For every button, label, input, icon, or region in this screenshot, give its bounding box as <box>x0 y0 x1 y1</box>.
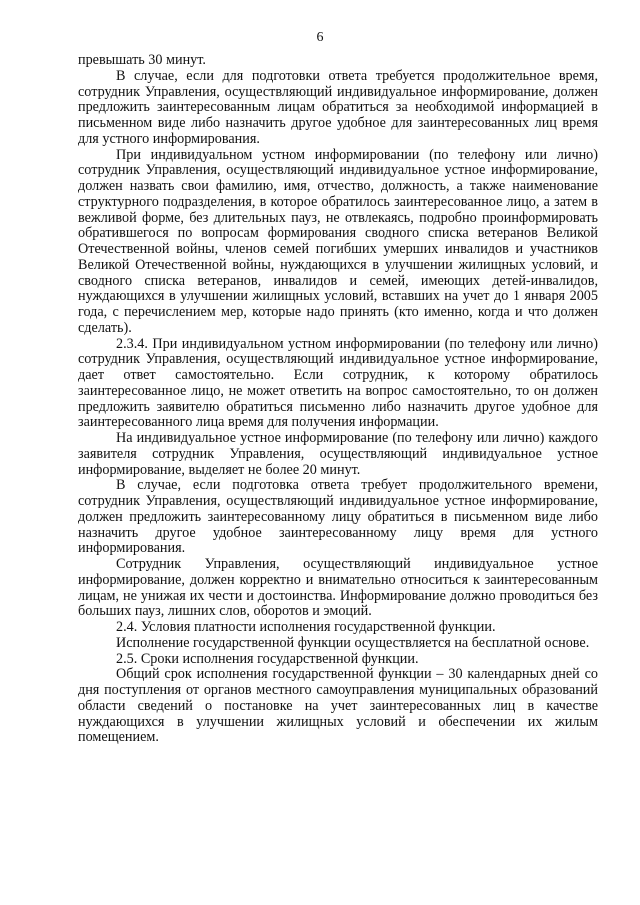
paragraph-3: При индивидуальном устном информировании (по телефону или лично) сотрудник Управления, осуществляющий индивидуальное устное информирование, должен назвать свои фамилию, имя, отчество, должность, а также наименование структурного подразделения, в которое обратилось заинтересованное лицо, а затем в вежливой форме, без длительных пауз, не отвлекаясь, подробно проинформировать обратившегося по вопросам формирования сводного списка ветеранов Великой Отечественной войны, членов семей погибших умерших инвалидов и участников Великой Отечественной войны, нуждающихся в улучшении жилищных условий, и сводного списка ветеранов, инвалидов и семей, имеющих детей-инвалидов, нуждающихся в улучшении жилищных условий, вставших на учет до 1 января 2005 года, с перечислением мер, которые надо принять (кто именно, когда и что должен сделать). <box>78 146 598 336</box>
section-heading-2-4: 2.4. Условия платности исполнения государственной функции. <box>116 619 496 635</box>
paragraph-7: Сотрудник Управления, осуществляющий индивидуальное устное информирование, должен корректно и внимательно относиться к заинтересованным лицам, не унижая их чести и достоинства. Информирование должно проводиться без больших пауз, лишних слов, оборотов и эмоций. <box>78 556 598 620</box>
paragraph-1: превышать 30 минут. <box>78 52 206 68</box>
paragraph-11: Общий срок исполнения государственной функции – 30 календарных дней со дня поступления от органов местного самоуправления муниципальных образований области сведений о постановке на учет заинтересованных лиц в качестве нуждающихся в улучшении жилищных условий и обеспечении их жилым помещением. <box>78 666 598 746</box>
paragraph-5: На индивидуальное устное информирование (по телефону или лично) каждого заявителя сотрудник Управления, осуществляющий индивидуальное устное информирование, выделяет не более 20 минут. <box>78 430 598 478</box>
paragraph-6: В случае, если подготовка ответа требует продолжительного времени, сотрудник Управления, осуществляющий индивидуальное устное информирование, должен предложить заинтересованному лицу обратиться в письменном виде либо назначить другое удобное заинтересованному лицу время для устного информирования. <box>78 477 598 557</box>
document-body <box>78 53 598 746</box>
section-heading-2-5: 2.5. Сроки исполнения государственной функции. <box>116 650 419 667</box>
paragraph-4: 2.3.4. При индивидуальном устном информировании (по телефону или лично) сотрудник Управления, осуществляющий индивидуальное устное информирование, дает ответ самостоятельно. Если сотрудник, к которому обратилось заинтересованное лицо, не может ответить на вопрос самостоятельно, то он должен предложить заявителю обратиться письменно либо назначить другое удобное для заинтересованного лица время для получения информации. <box>78 335 598 431</box>
page-number: 6 <box>316 30 324 45</box>
paragraph-2: В случае, если для подготовки ответа требуется продолжительное время, сотрудник Управления, осуществляющий индивидуальное информирование, должен предложить заинтересованным лицам обратиться за необходимой информацией в письменном виде либо назначить другое удобное для заинтересованных лиц время для устного информирования. <box>78 67 598 147</box>
paragraph-9: Исполнение государственной функции осуществляется на бесплатной основе. <box>116 634 590 651</box>
